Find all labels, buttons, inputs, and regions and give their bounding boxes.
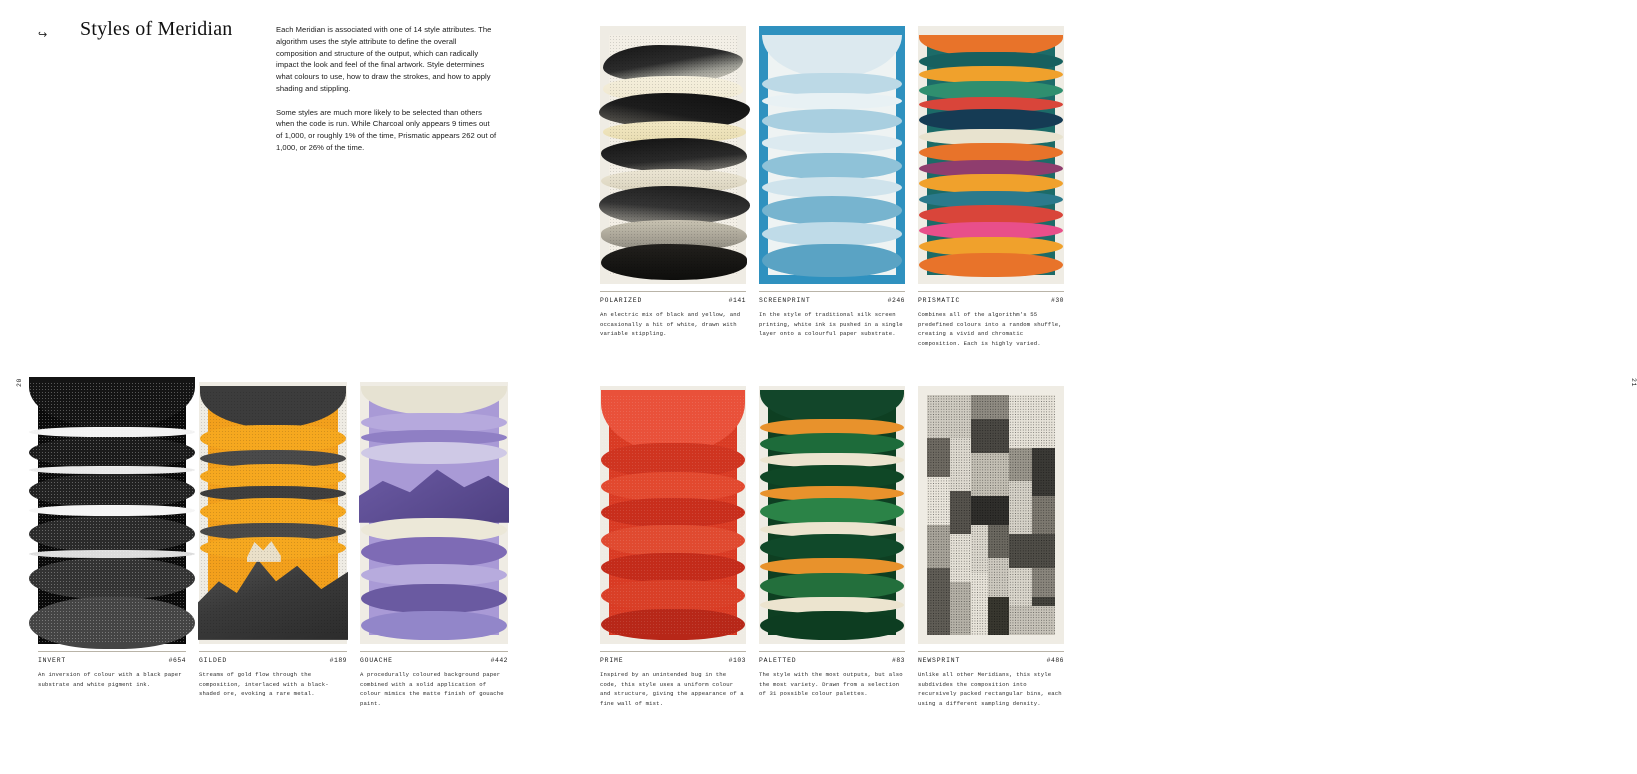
style-count: #141 [728, 297, 746, 304]
artwork-frame [38, 382, 186, 644]
style-name: NEWSPRINT [918, 657, 961, 664]
artwork-invert [38, 382, 186, 644]
style-grid-right-bottom [600, 386, 1064, 708]
page-title: Styles of Meridian [80, 18, 233, 40]
stipple-texture [601, 395, 744, 635]
style-count: #83 [891, 657, 905, 664]
style-count: #654 [168, 657, 186, 664]
style-card-prime[interactable] [600, 386, 746, 708]
style-description: Streams of gold flow through the composition, interlaced with a black-shaded ore, evoking a rare metal. [199, 671, 329, 698]
artwork-screenprint [768, 35, 896, 275]
artwork-gouache [369, 391, 499, 635]
style-name: SCREENPRINT [759, 297, 811, 304]
style-count: #486 [1046, 657, 1064, 664]
intro-paragraph-2: Some styles are much more likely to be selected than others when the code is run. While Charcoal only appears 9 times out of 1,000, or roughly 1% of the time, Prismatic appears 262 out of 1,000, or 26% of the time. [276, 107, 497, 152]
style-meta [918, 651, 1064, 664]
intro-paragraph-1: Each Meridian is associated with one of 14 style attributes. The algorithm uses the style attribute to define the overall composition and structure of the output, which can radically impact the look and feel of the final artwork. Style determines what colours to use, how to draw the strokes, and how to apply shading and stippling. [276, 25, 492, 93]
style-name: PALETTED [759, 657, 797, 664]
style-name: INVERT [38, 657, 67, 664]
style-name: GILDED [199, 657, 228, 664]
style-description: Unlike all other Meridians, this style subdivides the composition into recursively packed rectangular bins, each using a different sampling density. [918, 671, 1062, 707]
artwork-frame [199, 382, 347, 644]
style-count: #442 [490, 657, 508, 664]
style-card-polarized[interactable] [600, 26, 746, 348]
artwork-frame [759, 26, 905, 284]
style-description: Combines all of the algorithm's 55 predefined colours into a random shuffle, creating a vivid and chromatic composition. Each is highly varied. [918, 311, 1062, 347]
folio-right: 21 [1630, 378, 1637, 388]
style-grid-left-bottom [38, 382, 508, 708]
folio-left: 20 [16, 378, 23, 388]
style-description: The style with the most outputs, but also the most variety. Drawn from a selection of 31 possible colour palettes. [759, 671, 903, 698]
style-count: #30 [1050, 297, 1064, 304]
artwork-gilded [208, 391, 338, 635]
style-card-gilded[interactable] [199, 382, 347, 708]
style-grid-right-top [600, 26, 1064, 348]
style-count: #103 [728, 657, 746, 664]
style-meta [918, 291, 1064, 304]
style-description: A procedurally coloured background paper combined with a solid application of colour mimics the matte finish of gouache paint. [360, 671, 504, 707]
artwork-prismatic [927, 35, 1055, 275]
style-meta [759, 651, 905, 664]
style-meta [38, 651, 186, 664]
style-name: GOUACHE [360, 657, 393, 664]
style-description: An electric mix of black and yellow, and occasionally a hit of white, drawn with variable stippling. [600, 311, 741, 338]
artwork-frame [918, 26, 1064, 284]
style-description: In the style of traditional silk screen printing, white ink is pushed in a single layer onto a colourful paper substrate. [759, 311, 903, 338]
style-card-screenprint[interactable] [759, 26, 905, 348]
style-card-prismatic[interactable] [918, 26, 1064, 348]
style-card-newsprint[interactable] [918, 386, 1064, 708]
style-card-invert[interactable] [38, 382, 186, 708]
intro-text [276, 24, 498, 166]
style-name: POLARIZED [600, 297, 643, 304]
style-description: An inversion of colour with a black paper substrate and white pigment ink. [38, 671, 182, 688]
artwork-polarized [609, 35, 737, 275]
artwork-frame [600, 386, 746, 644]
page-left [0, 0, 550, 774]
style-count: #189 [329, 657, 347, 664]
style-meta [759, 291, 905, 304]
style-name: PRISMATIC [918, 297, 961, 304]
artwork-frame [759, 386, 905, 644]
style-name: PRIME [600, 657, 624, 664]
artwork-paletted [768, 395, 896, 635]
arrow-right-hook-icon: ↪ [38, 29, 48, 41]
artwork-newsprint [927, 395, 1055, 635]
style-meta [360, 651, 508, 664]
artwork-frame [918, 386, 1064, 644]
style-meta [600, 651, 746, 664]
style-description: Inspired by an unintended bug in the code, this style uses a uniform colour and structure, giving the appearance of a fine wall of mist. [600, 671, 744, 707]
artwork-frame [360, 382, 508, 644]
artwork-prime [609, 395, 737, 635]
style-meta [199, 651, 347, 664]
artwork-frame [600, 26, 746, 284]
style-count: #246 [887, 297, 905, 304]
style-card-gouache[interactable] [360, 382, 508, 708]
style-card-paletted[interactable] [759, 386, 905, 708]
stipple-texture [29, 382, 195, 644]
style-meta [600, 291, 746, 304]
